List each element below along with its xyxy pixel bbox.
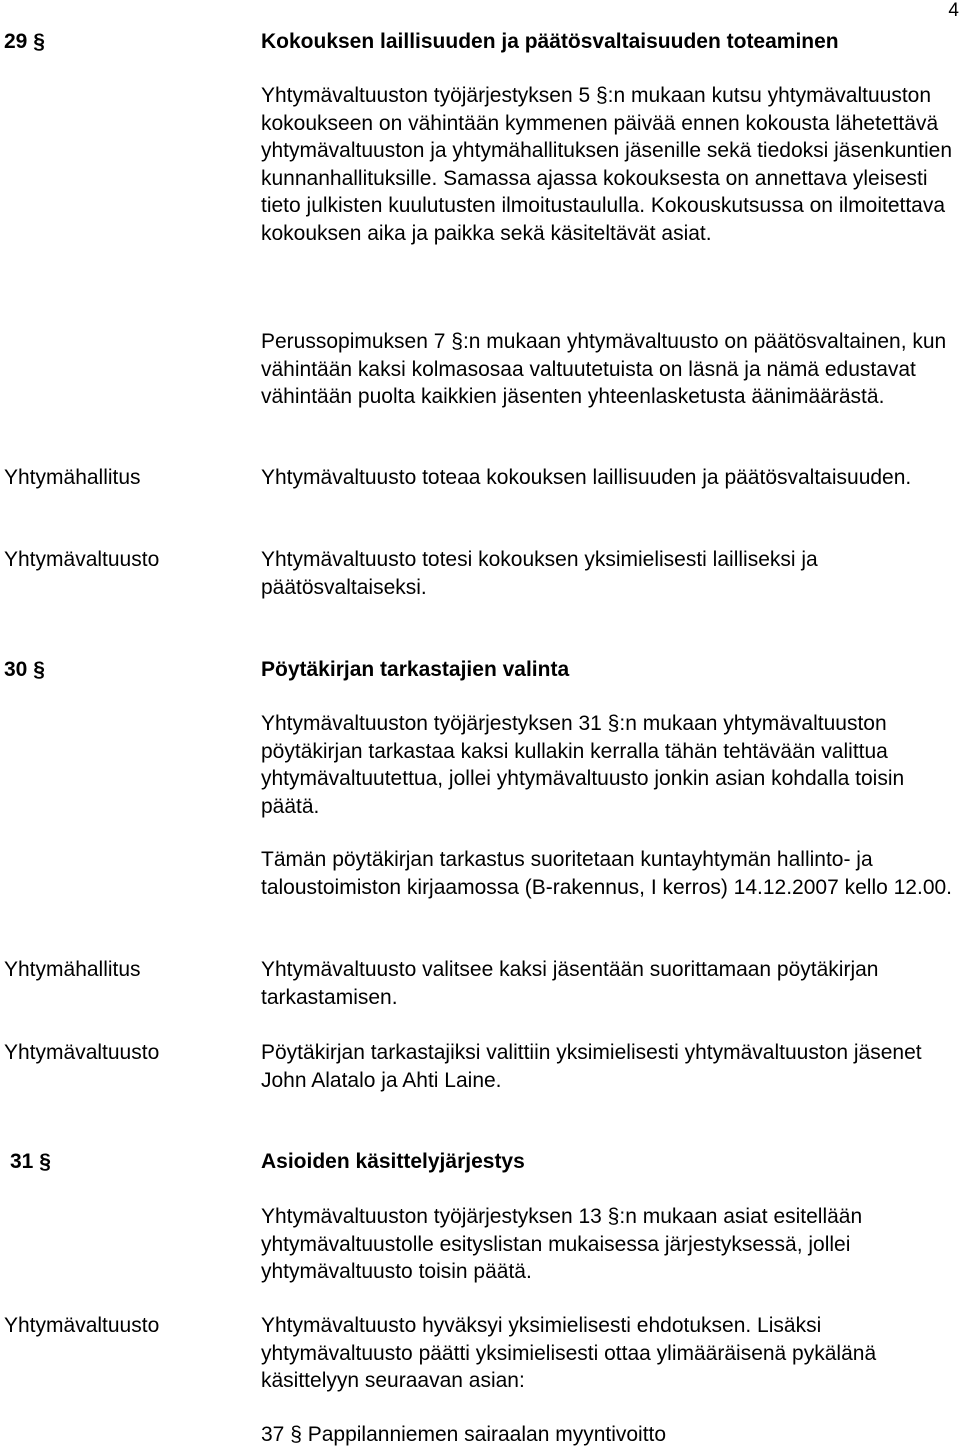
section-title: Kokouksen laillisuuden ja päätösvaltaisuuden toteaminen (261, 30, 839, 53)
decision-text: Yhtymävaltuusto valitsee kaksi jäsentään suorittamaan pöytäkirjan tarkastamisen. (261, 958, 879, 1009)
section-title: Pöytäkirjan tarkastajien valinta (261, 658, 570, 681)
decision-body-label: Yhtymähallitus (4, 958, 141, 981)
body-paragraph: Yhtymävaltuuston työjärjestyksen 5 §:n mukaan kutsu yhtymävaltuuston kokoukseen on vähintään kymmenen päivää ennen kokousta lähetettävä yhtymävaltuuston ja yhtymähallituksen jäsenille sekä tiedoksi jäsenkuntien kunnanhallituksille. Samassa ajassa kokouksesta on annettava yleisesti tieto julkisten kuulutusten ilmoitustaululla. Kokouskutsussa on ilmoitettava kokouksen aika ja paikka sekä käsiteltävät asiat. (261, 84, 953, 245)
decision-text: Yhtymävaltuusto hyväksyi yksimielisesti ehdotuksen. Lisäksi yhtymävaltuusto päätti yksimielisesti ottaa ylimääräisenä pykälänä käsittelyyn seuraavan asian: (261, 1314, 877, 1392)
decision-body-label: Yhtymävaltuusto (4, 548, 160, 571)
decision-body-label: Yhtymähallitus (4, 466, 141, 489)
section-number: 29 § (4, 30, 45, 53)
body-paragraph: Tämän pöytäkirjan tarkastus suoritetaan kuntayhtymän hallinto- ja taloustoimiston kirjaamossa (B-rakennus, I kerros) 14.12.2007 kello 12.00. (261, 848, 953, 899)
body-paragraph: Yhtymävaltuuston työjärjestyksen 13 §:n mukaan asiat esitellään yhtymävaltuustolle esityslistan mukaisessa järjestyksessä, jollei yhtymävaltuusto toisin päätä. (261, 1205, 863, 1283)
section-title: Asioiden käsittelyjärjestys (261, 1150, 525, 1173)
decision-body-label: Yhtymävaltuusto (4, 1314, 160, 1337)
page-number: 4 (948, 0, 959, 21)
added-agenda-item: 37 § Pappilanniemen sairaalan myyntivoitto (261, 1423, 667, 1446)
decision-body-label: Yhtymävaltuusto (4, 1041, 160, 1064)
section-number: 31 § (10, 1150, 51, 1173)
decision-text: Yhtymävaltuusto totesi kokouksen yksimielisesti lailliseksi ja päätösvaltaiseksi. (261, 548, 818, 599)
decision-text: Pöytäkirjan tarkastajiksi valittiin yksimielisesti yhtymävaltuuston jäsenet John Alatalo ja Ahti Laine. (261, 1041, 922, 1092)
body-paragraph: Yhtymävaltuuston työjärjestyksen 31 §:n mukaan yhtymävaltuuston pöytäkirjan tarkastaa kaksi kullakin kerralla tähän tehtävään valittua yhtymävaltuutettua, jollei yhtymävaltuusto jonkin asian kohdalla toisin päätä. (261, 712, 905, 818)
decision-text: Yhtymävaltuusto toteaa kokouksen laillisuuden ja päätösvaltaisuuden. (261, 466, 912, 489)
section-number: 30 § (4, 658, 45, 681)
body-paragraph: Perussopimuksen 7 §:n mukaan yhtymävaltuusto on päätösvaltainen, kun vähintään kaksi kolmasosaa valtuutetuista on läsnä ja nämä edustavat vähintään puolta kaikkien jäsenten yhteenlasketusta äänimäärästä. (261, 330, 947, 408)
